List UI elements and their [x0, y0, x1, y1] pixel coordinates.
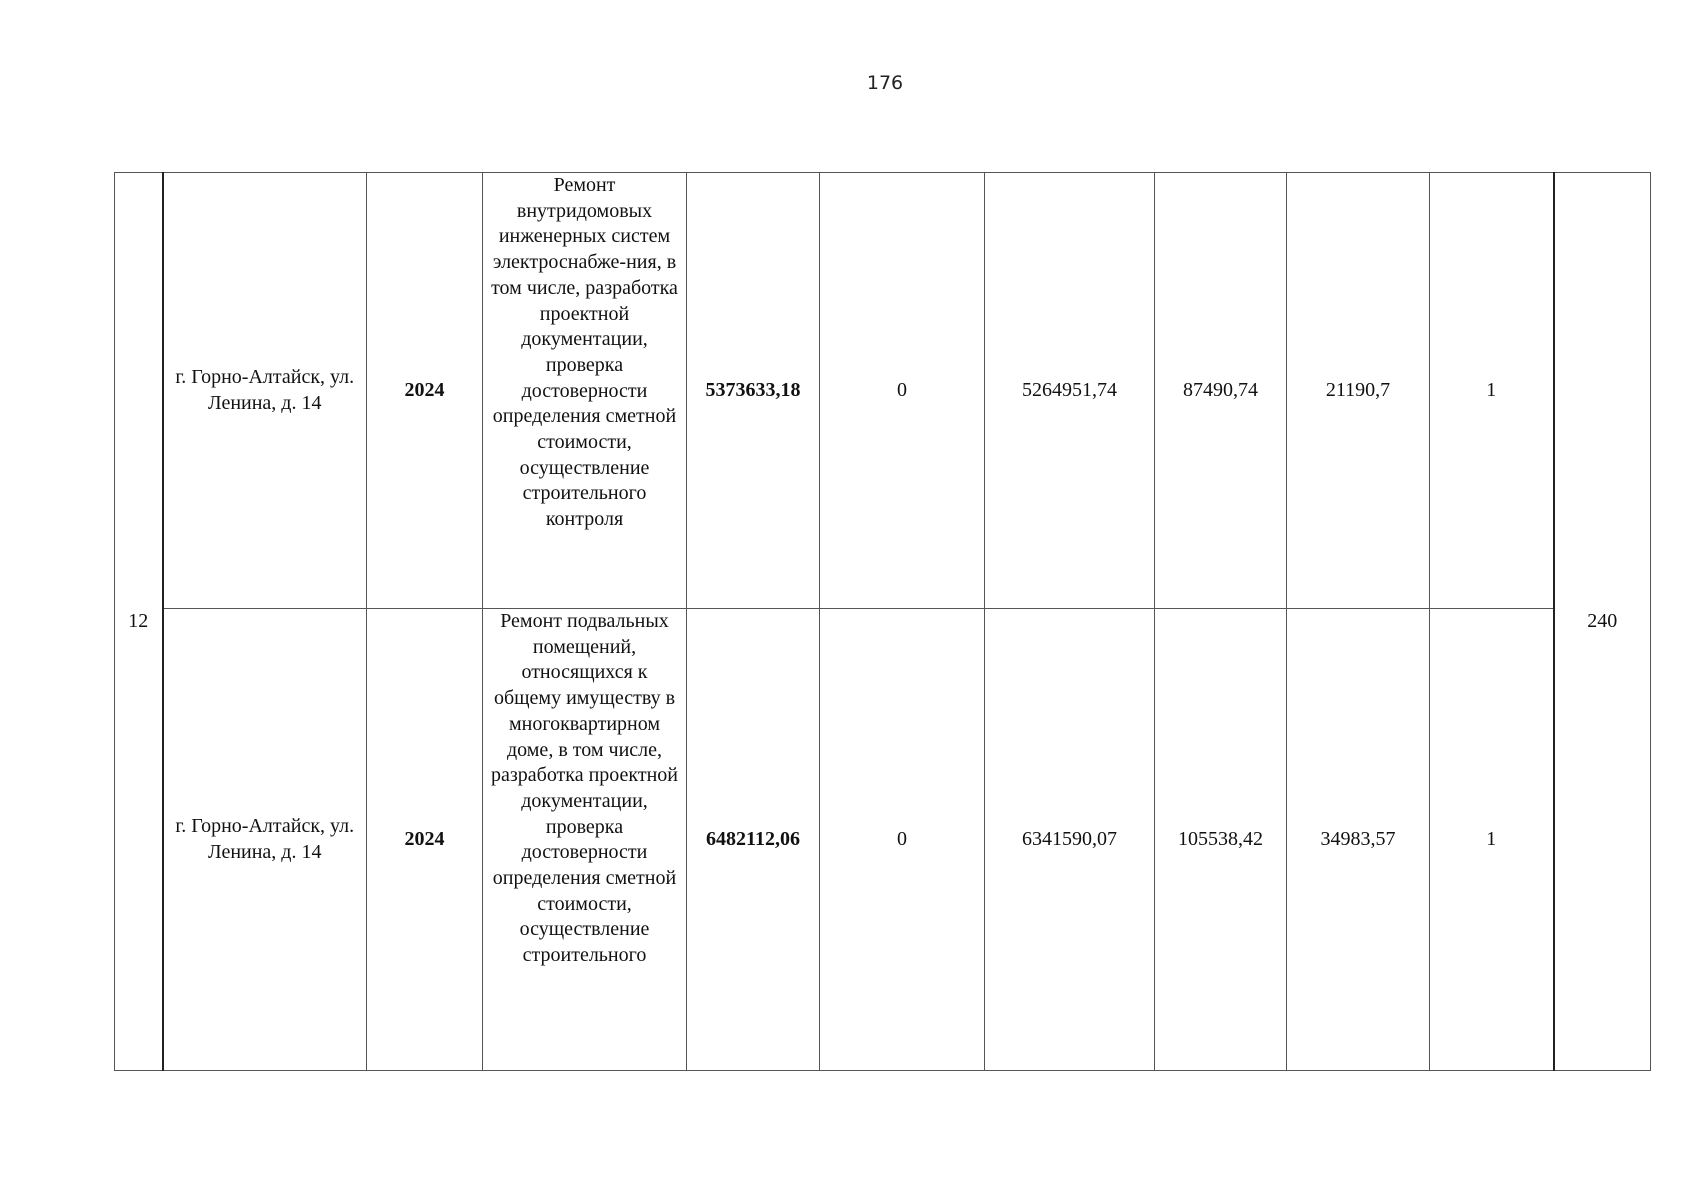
year-cell: 2024	[367, 173, 483, 609]
address-cell: г. Горно-Алтайск, ул. Ленина, д. 14	[163, 173, 367, 609]
group-total-cell: 240	[1554, 173, 1651, 1071]
address-cell: г. Горно-Алтайск, ул. Ленина, д. 14	[163, 609, 367, 1071]
value-cell: 6341590,07	[985, 609, 1155, 1071]
value-cell: 0	[820, 173, 985, 609]
work-description-text: Ремонт подвальных помещений, относящихся к общему имуществу в многоквартирном доме, в том числе, разработка проектной документации, проверка достоверности определения сметной стоимости, осуществление строительного	[490, 610, 679, 967]
table-row	[115, 173, 1651, 609]
work-description-text: Ремонт внутридомовых инженерных систем электроснабже-ния, в том числе, разработка проектной документации, проверка достоверности определения сметной стоимости, осуществление строительного контроля	[491, 174, 678, 531]
value-cell: 1	[1430, 173, 1554, 609]
works-table	[114, 172, 1651, 1071]
table-row	[115, 609, 1651, 1071]
value-cell: 1	[1430, 609, 1554, 1071]
value-cell: 5264951,74	[985, 173, 1155, 609]
value-cell: 0	[820, 609, 985, 1071]
work-description-cell	[483, 609, 687, 1071]
total-cost-cell: 6482112,06	[687, 609, 820, 1071]
page-number: 176	[866, 72, 904, 94]
value-cell: 105538,42	[1155, 609, 1287, 1071]
work-description-cell	[483, 173, 687, 609]
year-cell: 2024	[367, 609, 483, 1071]
value-cell: 21190,7	[1287, 173, 1430, 609]
value-cell: 34983,57	[1287, 609, 1430, 1071]
value-cell: 87490,74	[1155, 173, 1287, 609]
total-cost-cell: 5373633,18	[687, 173, 820, 609]
group-number-cell: 12	[115, 173, 163, 1071]
